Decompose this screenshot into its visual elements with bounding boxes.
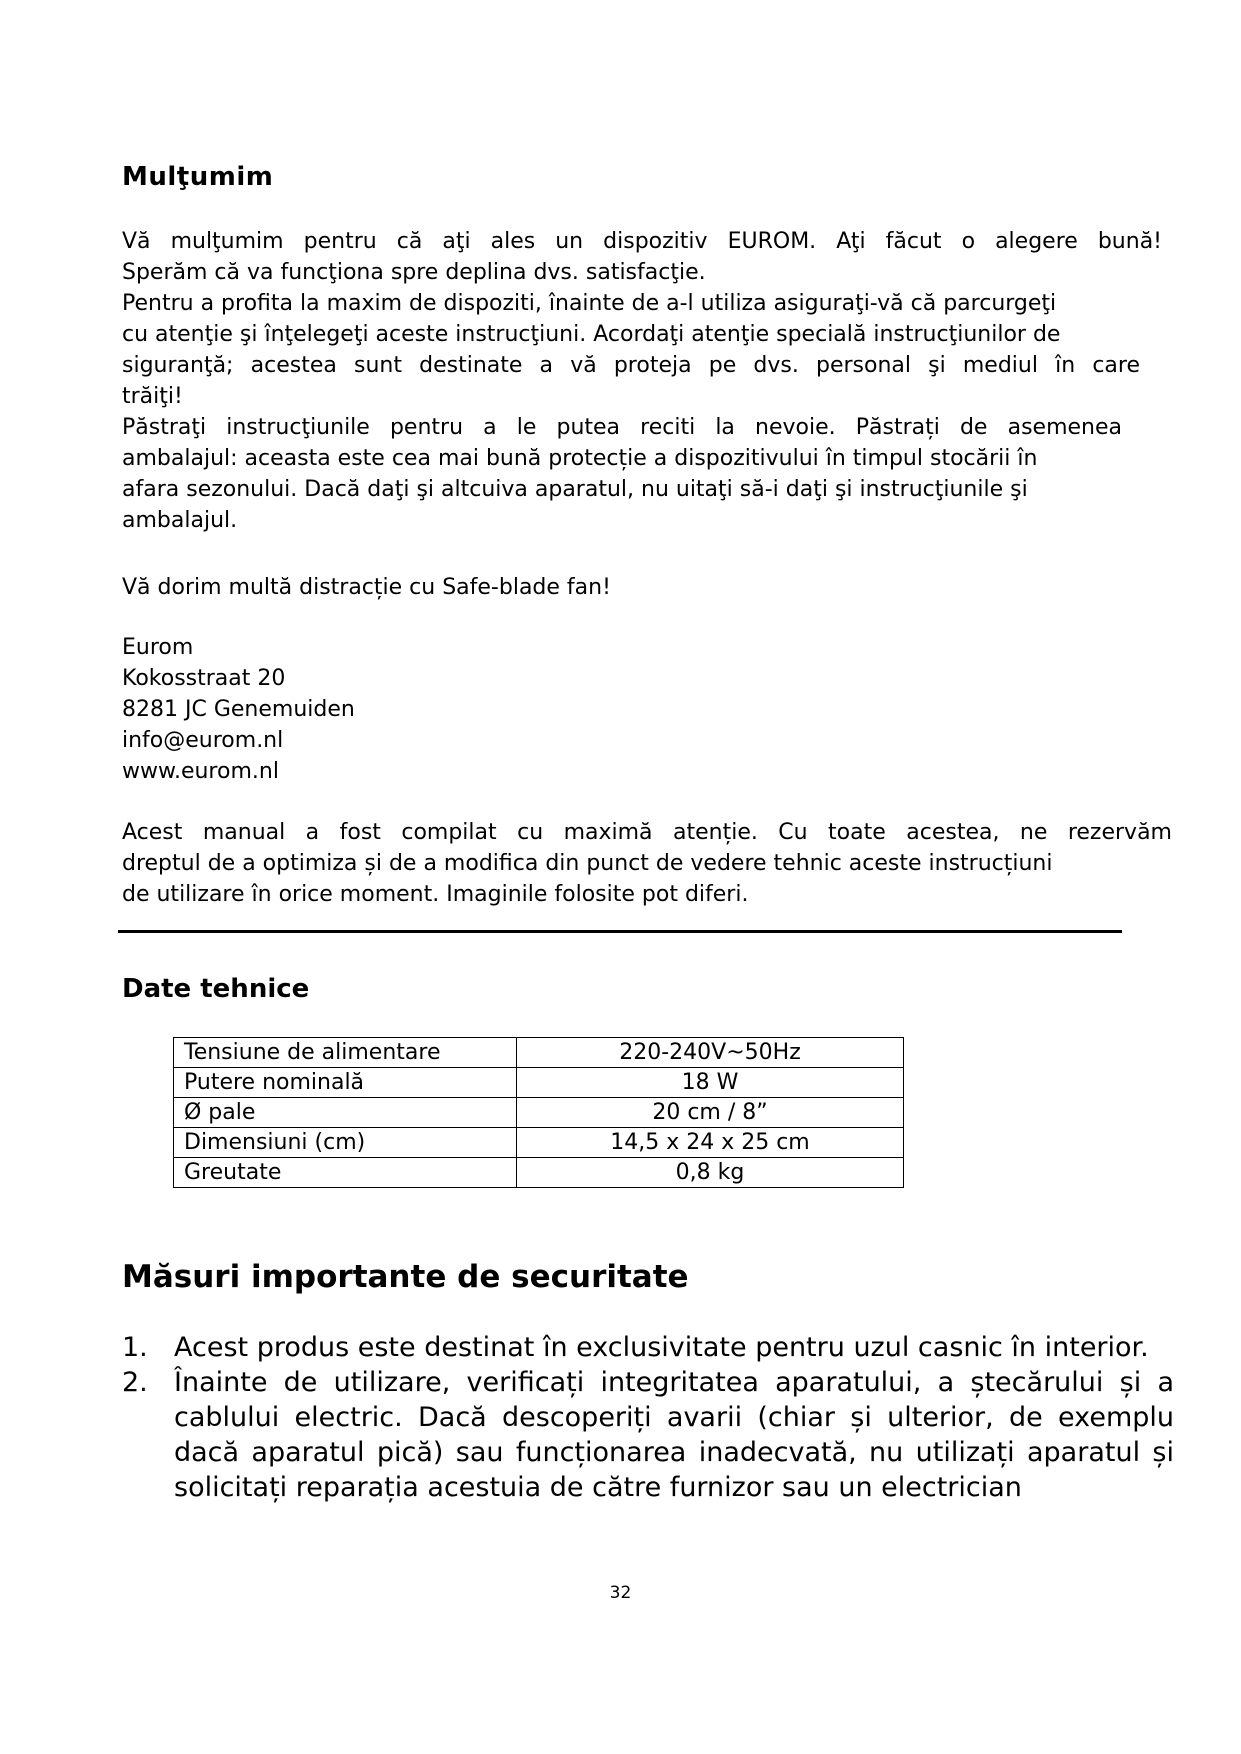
spec-label: Putere nominală <box>174 1068 517 1098</box>
list-item-number: 1. <box>122 1332 148 1363</box>
spec-label: Tensiune de alimentare <box>174 1038 517 1068</box>
intro-line: Vă mulţumim pentru că aţi ales un dispozitiv EUROM. Aţi făcut o alegere bună! <box>122 229 1162 254</box>
contact-email: info@eurom.nl <box>122 728 284 753</box>
safety-list <box>122 1330 1174 1505</box>
table-row <box>174 1098 904 1128</box>
spec-value: 14,5 x 24 x 25 cm <box>517 1128 904 1158</box>
disclaimer-line: dreptul de a optimiza și de a modifica din punct de vedere tehnic aceste instrucțiuni <box>122 851 1053 876</box>
table-row <box>174 1068 904 1098</box>
technical-table <box>173 1037 904 1188</box>
intro-line: Sperăm că va funcţiona spre deplina dvs. satisfacţie. <box>122 260 706 285</box>
section-divider <box>118 930 1122 933</box>
intro-line: trăiţi! <box>122 384 183 409</box>
table-row <box>174 1158 904 1188</box>
safety-heading: Măsuri importante de securitate <box>122 1259 689 1295</box>
list-item-text: Înainte de utilizare, verificați integritatea aparatului, a ștecărului și a cablului electric. Dacă descoperiți avarii (chiar și ulterior, de exemplu dacă aparatul pică) sau funcționarea inadecvată, nu utilizați aparatul și solicitați reparația acestuia de către furnizor sau un electrician <box>174 1367 1174 1503</box>
intro-line: Pentru a profita la maxim de dispoziti, înainte de a-l utiliza asiguraţi-vă că parcurgeţi <box>122 291 1057 316</box>
disclaimer-line: de utilizare în orice moment. Imaginile folosite pot diferi. <box>122 882 749 907</box>
intro-line: ambalajul: aceasta este cea mai bună protecție a dispozitivului în timpul stocării în <box>122 446 1038 471</box>
intro-line: ambalajul. <box>122 508 238 533</box>
disclaimer <box>122 817 1172 910</box>
intro-line: cu atenţie şi înţelegeţi aceste instrucţiuni. Acordaţi atenţie specială instrucţiunilor de <box>122 322 1061 347</box>
list-item <box>122 1330 1174 1365</box>
spec-value: 220-240V~50Hz <box>517 1038 904 1068</box>
thanks-intro <box>122 226 1162 536</box>
contact-street: Kokosstraat 20 <box>122 666 286 691</box>
intro-line: siguranţă; acestea sunt destinate a vă proteja pe dvs. personal şi mediul în care <box>122 353 1140 378</box>
contact-block <box>122 632 355 787</box>
spec-label: Dimensiuni (cm) <box>174 1128 517 1158</box>
spec-label: Greutate <box>174 1158 517 1188</box>
spec-value: 18 W <box>517 1068 904 1098</box>
spec-label: Ø pale <box>174 1098 517 1128</box>
technical-heading: Date tehnice <box>122 974 310 1004</box>
contact-city: 8281 JC Genemuiden <box>122 697 355 722</box>
page-number: 32 <box>609 1583 632 1603</box>
intro-line: Păstraţi instrucţiunile pentru a le putea reciti la nevoie. Păstrați de asemenea <box>122 415 1122 440</box>
list-item-number: 2. <box>122 1367 148 1398</box>
intro-line: afara sezonului. Dacă daţi şi altcuiva aparatul, nu uitaţi să-i daţi şi instrucţiunile şi <box>122 477 1028 502</box>
table-row <box>174 1128 904 1158</box>
spec-value: 20 cm / 8” <box>517 1098 904 1128</box>
spec-value: 0,8 kg <box>517 1158 904 1188</box>
contact-company: Eurom <box>122 635 194 660</box>
table-row <box>174 1038 904 1068</box>
list-item <box>122 1365 1174 1505</box>
contact-website: www.eurom.nl <box>122 759 279 784</box>
wish-text: Vă dorim multă distracție cu Safe-blade fan! <box>122 575 611 600</box>
disclaimer-line: Acest manual a fost compilat cu maximă atenție. Cu toate acestea, ne rezervăm <box>122 820 1172 845</box>
thanks-heading: Mulţumim <box>122 162 274 192</box>
list-item-text: Acest produs este destinat în exclusivitate pentru uzul casnic în interior. <box>174 1332 1149 1363</box>
